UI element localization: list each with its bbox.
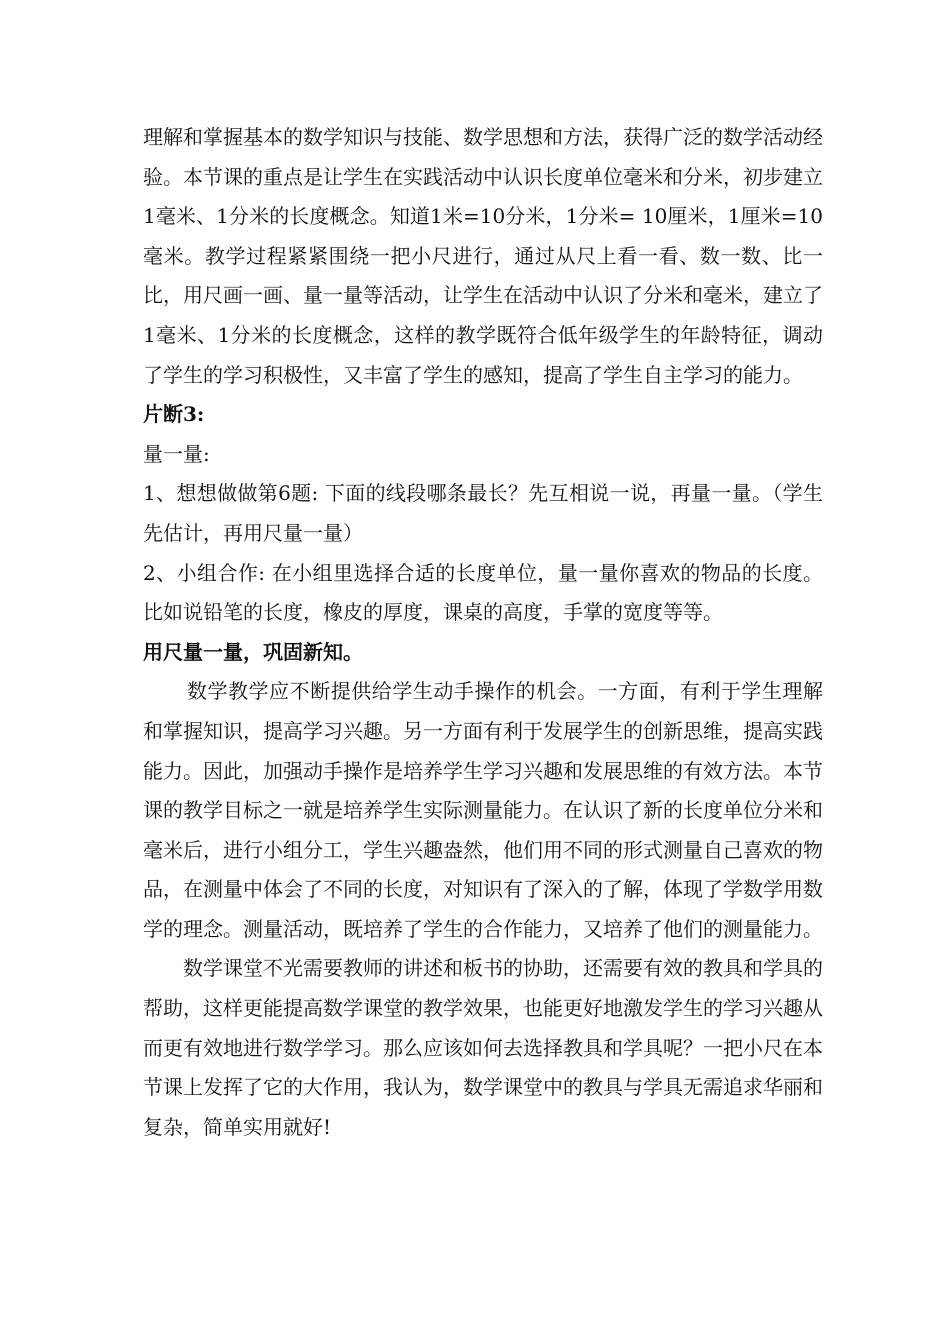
fragment-heading: 片断3:	[143, 402, 205, 427]
activity-title: 量一量:	[143, 441, 210, 466]
paragraph-teaching-tools: 数学课堂不光需要教师的讲述和板书的协助，还需要有效的教具和学具的帮助，这样更能提高数学课堂的教学效果，也能更好地激发学生的学习兴趣从而更有效地进行数学学习。那么应该如何去选择教具和学具呢？一把小尺在本节课上发挥了它的大作用，我认为，数学课堂中的教具与学具无需追求华丽和复杂，简单实用就好!	[143, 956, 823, 1139]
document-body	[143, 118, 823, 1147]
paragraph-hands-on: 数学教学应不断提供给学生动手操作的机会。一方面，有利于学生理解和掌握知识，提高学习兴趣。另一方面有利于发展学生的创新思维，提高实践能力。因此，加强动手操作是培养学生学习兴趣和发展思维的有效方法。本节课的教学目标之一就是培养学生实际测量能力。在认识了新的长度单位分米和毫米后，进行小组分工，学生兴趣盎然，他们用不同的形式测量自己喜欢的物品，在测量中体会了不同的长度，对知识有了深入的了解，体现了学数学用数学的理念。测量活动，既培养了学生的合作能力，又培养了他们的测量能力。	[143, 679, 823, 941]
bold-summary: 用尺量一量，巩固新知。	[143, 639, 363, 664]
paragraph-teaching-reflection: 理解和掌握基本的数学知识与技能、数学思想和方法，获得广泛的数学活动经验。本节课的重点是让学生在实践活动中认识长度单位毫米和分米，初步建立1毫米、1分米的长度概念。知道1米=10分米，1分米= 10厘米，1厘米=10毫米。教学过程紧紧围绕一把小尺进行，通过从尺上看一看、数一数、比一比，用尺画一画、量一量等活动，让学生在活动中认识了分米和毫米，建立了1毫米、1分米的长度概念，这样的教学既符合低年级学生的年龄特征，调动了学生的学习积极性，又丰富了学生的感知，提高了学生自主学习的能力。	[143, 125, 823, 387]
activity-item-2: 2、小组合作: 在小组里选择合适的长度单位，量一量你喜欢的物品的长度。比如说铅笔的长度，橡皮的厚度，课桌的高度，手掌的宽度等等。	[143, 560, 823, 625]
activity-item-1: 1、想想做做第6题: 下面的线段哪条最长？先互相说一说，再量一量。（学生先估计，再用尺量一量）	[143, 481, 823, 545]
